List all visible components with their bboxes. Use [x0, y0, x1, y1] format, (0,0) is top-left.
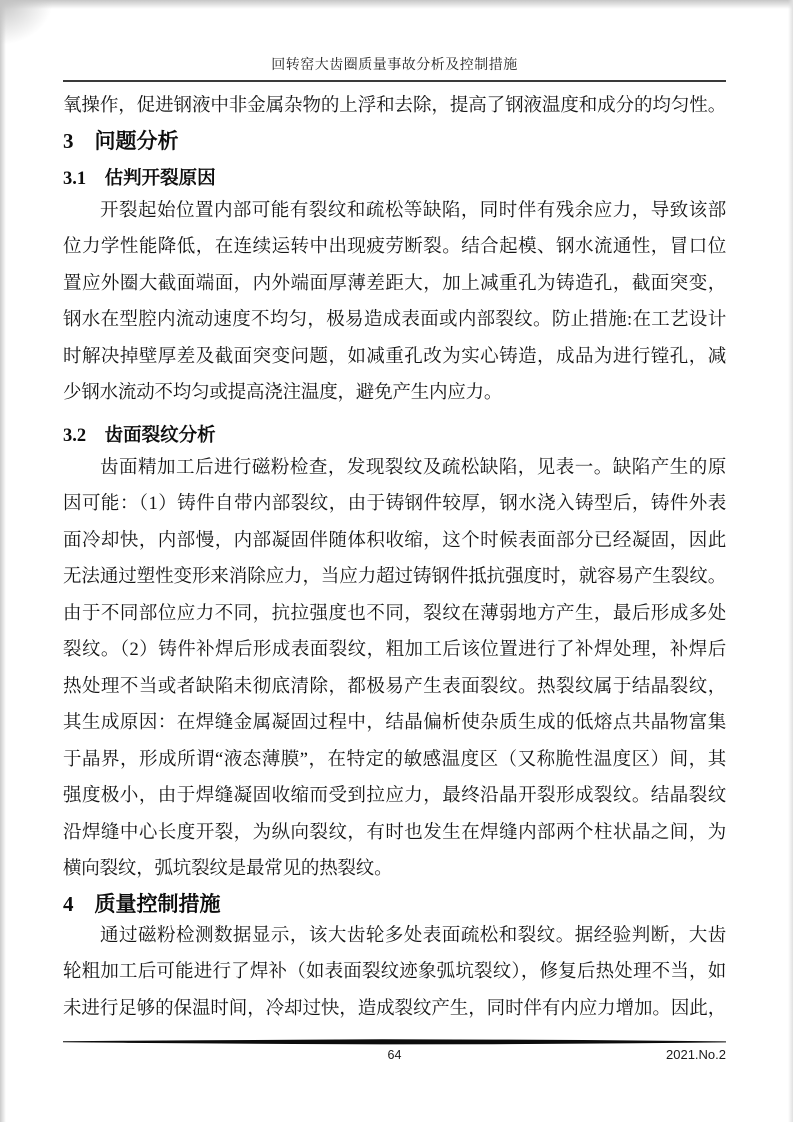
section-heading: 3 问题分析	[63, 128, 179, 153]
page-number: 64	[387, 1048, 402, 1062]
paragraph-line: 其生成原因：在焊缝金属凝固过程中，结晶偏析使杂质生成的低熔点共晶物富集	[63, 713, 726, 733]
paragraph-line: 热处理不当或者缺陷未彻底清除，都极易产生表面裂纹。热裂纹属于结晶裂纹，	[63, 676, 726, 697]
paragraph-line: 开裂起始位置内部可能有裂纹和疏松等缺陷，同时伴有残余应力，导致该部	[100, 200, 726, 221]
footer-row	[63, 1046, 726, 1064]
paragraph-line: 强度极小，由于焊缝凝固收缩而受到拉应力，最终沿晶开裂形成裂纹。结晶裂纹	[63, 786, 726, 806]
paragraph-line: 横向裂纹，弧坑裂纹是最常见的热裂纹。	[63, 859, 393, 879]
paragraph	[63, 918, 726, 1028]
paragraph-line: 置应外圈大截面端面，内外端面厚薄差距大，加上减重孔为铸造孔，截面突变，	[63, 273, 726, 294]
paragraph-line: 齿面精加工后进行磁粉检查，发现裂纹及疏松缺陷，见表一。缺陷产生的原	[100, 457, 726, 478]
running-header	[63, 0, 726, 82]
subsection-heading: 3.2 齿面裂纹分析	[63, 425, 216, 446]
paragraph	[63, 450, 726, 888]
paragraph-line: 未进行足够的保温时间，冷却过快，造成裂纹产生，同时伴有内应力增加。因此，	[63, 998, 726, 1019]
scan-edge-corner	[0, 0, 52, 44]
scan-edge-right	[788, 0, 793, 1122]
paragraph-line: 沿焊缝中心长度开裂，为纵向裂纹，有时也发生在焊缝内部两个柱状晶之间，为	[63, 822, 726, 843]
paragraph-line: 通过磁粉检测数据显示，该大齿轮多处表面疏松和裂纹。据经验判断，大齿	[100, 925, 726, 946]
paragraph	[63, 88, 726, 125]
page-footer	[63, 1039, 726, 1064]
paragraph-line: 于晶界，形成所谓“液态薄膜”，在特定的敏感温度区（又称脆性温度区）间，其	[63, 749, 726, 770]
paragraph-line: 少钢水流动不均匀或提高浇注温度，避免产生内应力。	[63, 383, 503, 403]
paragraph	[63, 193, 726, 412]
section-heading: 4 质量控制措施	[63, 891, 221, 916]
paragraph-line: 轮粗加工后可能进行了焊补（如表面裂纹迹象弧坑裂纹），修复后热处理不当，如	[63, 962, 726, 982]
footer-rule	[63, 1039, 726, 1045]
paragraph-line: 无法通过塑性变形来消除应力，当应力超过铸钢件抵抗强度时，就容易产生裂纹。	[63, 567, 726, 587]
paragraph-line: 钢水在型腔内流动速度不均匀，极易造成表面或内部裂纹。防止措施:在工艺设计	[63, 310, 726, 330]
running-header-title: 回转窑大齿圈质量事故分析及控制措施	[271, 58, 518, 73]
paragraph-line: 氧操作，促进钢液中非金属杂物的上浮和去除，提高了钢液温度和成分的均匀性。	[63, 96, 726, 116]
issue-label: 2021.No.2	[666, 1047, 726, 1062]
paragraph-line: 由于不同部位应力不同，抗拉强度也不同，裂纹在薄弱地方产生，最后形成多处	[63, 603, 726, 624]
scan-edge-left	[0, 0, 6, 1122]
page-content	[63, 88, 726, 1027]
header-rule	[63, 80, 726, 82]
paragraph-line: 面冷却快，内部慢，内部凝固伴随体积收缩，这个时候表面部分已经凝固，因此	[63, 530, 726, 551]
paragraph-line: 位力学性能降低，在连续运转中出现疲劳断裂。结合起模、钢水流通性，冒口位	[63, 237, 726, 257]
paragraph-line: 时解决掉壁厚差及截面突变问题，如减重孔改为实心铸造，成品为进行镗孔，减	[63, 346, 726, 367]
paragraph-line: 裂纹。（2）铸件补焊后形成表面裂纹，粗加工后该位置进行了补焊处理，补焊后	[63, 640, 726, 660]
subsection-heading: 3.1 估判开裂原因	[63, 168, 216, 189]
paragraph-line: 因可能：（1）铸件自带内部裂纹，由于铸钢件较厚，钢水浇入铸型后，铸件外表	[63, 494, 726, 514]
